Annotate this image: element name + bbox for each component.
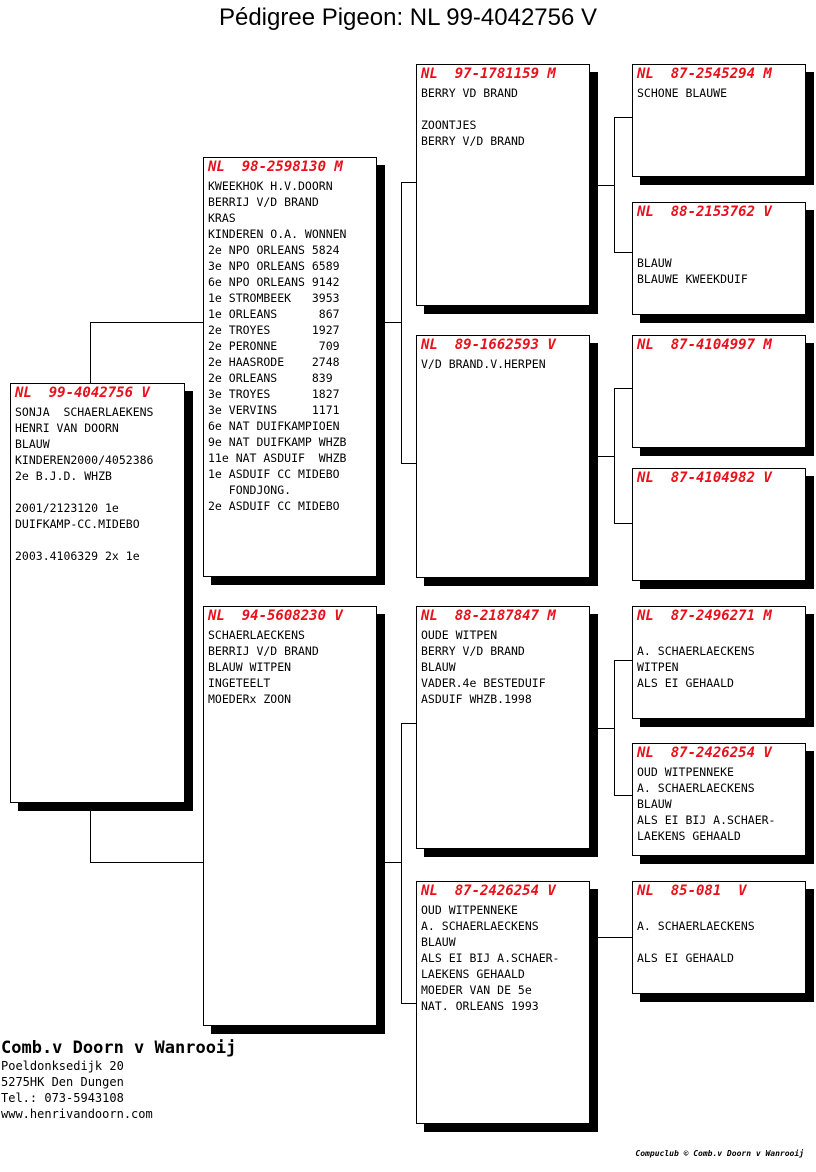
detail-line: KINDEREN2000/4052386 bbox=[15, 453, 154, 467]
detail-line: Poeldonksedijk 20 bbox=[1, 1059, 124, 1073]
detail-line: ALS EI GEHAALD bbox=[637, 951, 734, 965]
detail-line: BLAUW WITPEN bbox=[208, 660, 292, 674]
paternal-grandmother-box bbox=[416, 335, 590, 578]
detail-line: 6e NAT DUIFKAMPIOEN bbox=[208, 419, 340, 433]
detail-line: www.henrivandoorn.com bbox=[1, 1107, 153, 1121]
detail-line: ZOONTJES bbox=[421, 118, 477, 132]
detail-line: VADER.4e BESTEDUIF bbox=[421, 676, 546, 690]
detail-line: 2e ASDUIF CC MIDEBO bbox=[208, 499, 340, 513]
detail-line: WITPEN bbox=[637, 660, 679, 674]
detail-line bbox=[15, 532, 180, 548]
maternal-grandmother-box bbox=[416, 881, 590, 1124]
detail-line: 5275HK Den Dungen bbox=[1, 1075, 124, 1089]
connector bbox=[90, 322, 204, 323]
detail-line bbox=[637, 627, 801, 643]
detail-line: OUD WITPENNEKE bbox=[637, 765, 734, 779]
detail-line: NAT. ORLEANS 1993 bbox=[421, 999, 539, 1013]
detail-line: DUIFKAMP-CC.MIDEBO bbox=[15, 517, 140, 531]
connector bbox=[401, 182, 417, 183]
maternal-grandfather-box bbox=[416, 606, 590, 849]
connector bbox=[376, 862, 401, 863]
detail-line: BERRY V/D BRAND bbox=[421, 644, 525, 658]
detail-line: A. SCHAERLAECKENS bbox=[637, 781, 755, 795]
ring-number: NL 87-4104997 M bbox=[637, 337, 772, 353]
detail-line: A. SCHAERLAECKENS bbox=[637, 919, 755, 933]
detail-line bbox=[637, 223, 801, 239]
ring-number: NL 97-1781159 M bbox=[421, 66, 556, 82]
father-box bbox=[203, 157, 377, 577]
detail-line: 2e PERONNE 709 bbox=[208, 339, 340, 353]
detail-line: MOEDERx ZOON bbox=[208, 692, 292, 706]
connector bbox=[90, 862, 204, 863]
detail-line: BERRIJ V/D BRAND bbox=[208, 195, 319, 209]
detail-line: INGETEELT bbox=[208, 676, 271, 690]
great-grandparent-box bbox=[632, 606, 806, 719]
detail-line: SCHONE BLAUWE bbox=[637, 86, 728, 100]
great-grandparent-box bbox=[632, 64, 806, 177]
detail-line: KINDEREN O.A. WONNEN bbox=[208, 227, 347, 241]
pigeon-details bbox=[15, 404, 180, 564]
connector bbox=[614, 660, 615, 796]
connector bbox=[401, 182, 402, 464]
pigeon-details bbox=[637, 627, 801, 691]
detail-line: Tel.: 073-5943108 bbox=[1, 1091, 124, 1105]
pigeon-details bbox=[421, 356, 585, 372]
detail-line: ALS EI BIJ A.SCHAER- bbox=[421, 951, 560, 965]
connector bbox=[614, 388, 615, 524]
detail-line: 2e B.J.D. WHZB bbox=[15, 469, 112, 483]
detail-line: BERRIJ V/D BRAND bbox=[208, 644, 319, 658]
detail-line: 11e NAT ASDUIF WHZB bbox=[208, 451, 347, 465]
detail-line: MOEDER VAN DE 5e bbox=[421, 983, 532, 997]
pigeon-details bbox=[208, 627, 372, 707]
detail-line: HENRI VAN DOORN bbox=[15, 421, 119, 435]
detail-line: 6e NPO ORLEANS 9142 bbox=[208, 275, 340, 289]
detail-line bbox=[421, 101, 585, 117]
ring-number: NL 98-2598130 M bbox=[208, 159, 343, 175]
connector bbox=[614, 523, 632, 524]
ring-number: NL 87-2426254 V bbox=[637, 745, 772, 761]
pigeon-details bbox=[208, 178, 372, 514]
connector bbox=[589, 937, 632, 938]
detail-line: OUDE WITPEN bbox=[421, 628, 498, 642]
great-grandparent-box bbox=[632, 468, 806, 581]
ring-number: NL 87-2496271 M bbox=[637, 608, 772, 624]
great-grandparent-box bbox=[632, 335, 806, 448]
owner-address bbox=[1, 1058, 236, 1122]
connector bbox=[589, 456, 614, 457]
connector bbox=[614, 388, 632, 389]
detail-line bbox=[637, 902, 801, 918]
ring-number: NL 88-2153762 V bbox=[637, 204, 772, 220]
detail-line: BLAUWE KWEEKDUIF bbox=[637, 272, 748, 286]
detail-line: 1e STROMBEEK 3953 bbox=[208, 291, 340, 305]
detail-line: KRAS bbox=[208, 211, 236, 225]
connector bbox=[614, 252, 632, 253]
connector bbox=[401, 463, 417, 464]
connector bbox=[401, 723, 417, 724]
detail-line: 9e NAT DUIFKAMP WHZB bbox=[208, 435, 347, 449]
connector bbox=[614, 117, 615, 253]
connector bbox=[401, 1003, 417, 1004]
connector bbox=[376, 322, 401, 323]
mother-box bbox=[203, 606, 377, 1026]
ring-number: NL 87-4104982 V bbox=[637, 470, 772, 486]
ring-number: NL 94-5608230 V bbox=[208, 608, 343, 624]
detail-line: 1e ASDUIF CC MIDEBO bbox=[208, 467, 340, 481]
ring-number: NL 85-081 V bbox=[637, 883, 747, 899]
detail-line: BLAUW bbox=[637, 256, 672, 270]
detail-line: OUD WITPENNEKE bbox=[421, 903, 518, 917]
detail-line: ASDUIF WHZB.1998 bbox=[421, 692, 532, 706]
detail-line: A. SCHAERLAECKENS bbox=[421, 919, 539, 933]
pigeon-details bbox=[421, 85, 585, 149]
detail-line: 2e NPO ORLEANS 5824 bbox=[208, 243, 340, 257]
connector bbox=[614, 117, 632, 118]
detail-line: A. SCHAERLAECKENS bbox=[637, 644, 755, 658]
detail-line: LAEKENS GEHAALD bbox=[637, 829, 741, 843]
detail-line: 2e ORLEANS 839 bbox=[208, 371, 333, 385]
subject-pigeon-box bbox=[10, 383, 185, 803]
pigeon-details bbox=[637, 85, 801, 101]
detail-line: BLAUW bbox=[15, 437, 50, 451]
owner-name: Comb.v Doorn v Wanrooij bbox=[1, 1038, 237, 1058]
detail-line: 2e TROYES 1927 bbox=[208, 323, 340, 337]
connector bbox=[401, 723, 402, 1004]
detail-line: ALS EI BIJ A.SCHAER- bbox=[637, 813, 776, 827]
ring-number: NL 99-4042756 V bbox=[15, 385, 150, 401]
detail-line: BLAUW bbox=[421, 660, 456, 674]
pigeon-details bbox=[421, 902, 585, 1014]
detail-line: 2001/2123120 1e bbox=[15, 501, 119, 515]
paternal-grandfather-box bbox=[416, 64, 590, 306]
pigeon-details bbox=[637, 223, 801, 287]
connector bbox=[589, 185, 614, 186]
pigeon-details bbox=[637, 764, 801, 844]
ring-number: NL 89-1662593 V bbox=[421, 337, 556, 353]
detail-line: SCHAERLAECKENS bbox=[208, 628, 305, 642]
detail-line: 3e VERVINS 1171 bbox=[208, 403, 340, 417]
connector bbox=[589, 728, 614, 729]
detail-line: BLAUW bbox=[421, 935, 456, 949]
connector bbox=[90, 322, 91, 384]
connector bbox=[614, 795, 632, 796]
detail-line: KWEEKHOK H.V.DOORN bbox=[208, 179, 333, 193]
detail-line: 2003.4106329 2x 1e bbox=[15, 549, 140, 563]
connector bbox=[614, 660, 632, 661]
detail-line: LAEKENS GEHAALD bbox=[421, 967, 525, 981]
footer-credit: Compuclub © Comb.v Doorn v Wanrooij bbox=[635, 1149, 804, 1158]
pigeon-details bbox=[637, 902, 801, 966]
detail-line: SONJA SCHAERLAEKENS bbox=[15, 405, 154, 419]
detail-line: BLAUW bbox=[637, 797, 672, 811]
detail-line: 3e NPO ORLEANS 6589 bbox=[208, 259, 340, 273]
detail-line: ALS EI GEHAALD bbox=[637, 676, 734, 690]
owner-info bbox=[1, 1038, 236, 1122]
ring-number: NL 87-2426254 V bbox=[421, 883, 556, 899]
pigeon-details bbox=[421, 627, 585, 707]
detail-line: 1e ORLEANS 867 bbox=[208, 307, 340, 321]
detail-line: 2e HAASRODE 2748 bbox=[208, 355, 340, 369]
page-title: Pédigree Pigeon: NL 99-4042756 V bbox=[218, 4, 598, 31]
connector bbox=[90, 802, 91, 863]
detail-line: 3e TROYES 1827 bbox=[208, 387, 340, 401]
detail-line: BERRY V/D BRAND bbox=[421, 134, 525, 148]
detail-line bbox=[637, 934, 801, 950]
ring-number: NL 88-2187847 M bbox=[421, 608, 556, 624]
detail-line bbox=[15, 484, 180, 500]
great-grandparent-box bbox=[632, 743, 806, 856]
great-grandparent-box bbox=[632, 202, 806, 315]
great-grandparent-box bbox=[632, 881, 806, 994]
detail-line: FONDJONG. bbox=[208, 483, 292, 497]
detail-line bbox=[637, 239, 801, 255]
detail-line: V/D BRAND.V.HERPEN bbox=[421, 357, 546, 371]
ring-number: NL 87-2545294 M bbox=[637, 66, 772, 82]
detail-line: BERRY VD BRAND bbox=[421, 86, 518, 100]
